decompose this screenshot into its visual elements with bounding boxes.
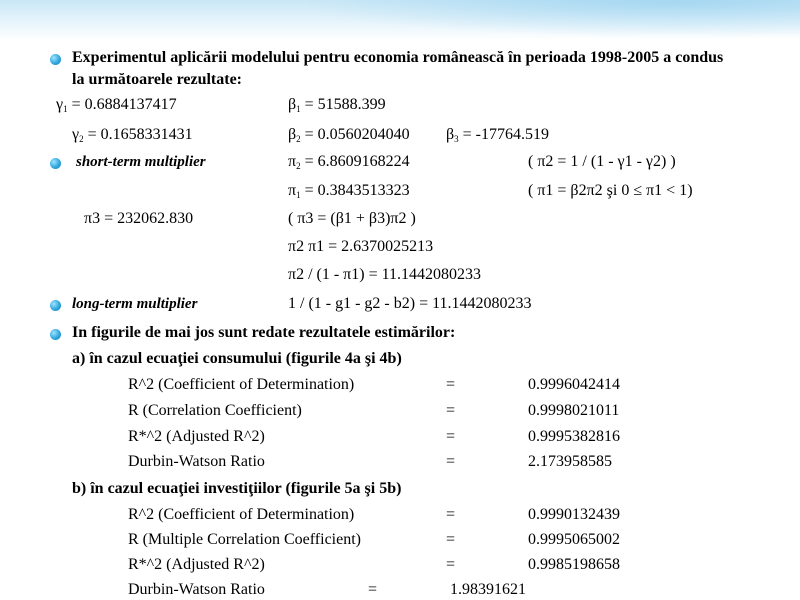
stat-eq: = — [446, 453, 456, 470]
stat-label: Durbin-Watson Ratio — [128, 453, 265, 470]
stat-label: Durbin-Watson Ratio — [128, 581, 265, 598]
stat-label: R^2 (Coefficient of Determination) — [128, 506, 355, 523]
stat-label: R*^2 (Adjusted R^2) — [128, 556, 265, 573]
stat-eq: = — [446, 506, 456, 523]
stat-eq: = — [446, 402, 456, 419]
stat-value: 0.9995065002 — [528, 531, 620, 548]
bullet-icon — [50, 300, 61, 311]
pi-ratio: π2 / (1 - π1) = 11.1442080233 — [288, 266, 482, 283]
pi1-formula: ( π1 = β2π2 şi 0 ≤ π1 < 1) — [528, 182, 693, 199]
long-term-formula: 1 / (1 - g1 - g2 - b2) = 11.1442080233 — [288, 295, 532, 312]
stat-value: 0.9995382816 — [528, 428, 620, 445]
intro-line-2: la următoarele rezultate: — [72, 71, 243, 88]
section-a-title: a) în cazul ecuaţiei consumului (figurile 4a şi 4b) — [72, 350, 402, 367]
param-gamma2: $\gamma_2 = 0.1658331431$ — [72, 126, 193, 144]
param-beta3: $\beta_3 = -17764.519$ — [446, 126, 549, 144]
intro-line-1: Experimentul aplicării modelului pentru economia românească în perioada 1998-2005 a condus — [72, 49, 724, 66]
stat-value: 2.173958585 — [528, 453, 612, 470]
header-decoration — [300, 0, 800, 38]
pi2-formula: ( π2 = 1 / (1 - γ1 - γ2) ) — [528, 153, 676, 170]
stat-label: R*^2 (Adjusted R^2) — [128, 428, 265, 445]
param-beta1: $\beta_1 = 51588.399$ — [288, 96, 386, 114]
pi-product: π2 π1 = 2.6370025213 — [288, 238, 434, 255]
stat-label: R^2 (Coefficient of Determination) — [128, 376, 355, 393]
stat-value: 1.98391621 — [450, 581, 526, 598]
section-b-title: b) în cazul ecuaţiei investiţiilor (figurile 5a şi 5b) — [72, 480, 402, 497]
stat-eq: = — [446, 376, 456, 393]
stat-value: 0.9985198658 — [528, 556, 620, 573]
stat-label: R (Correlation Coefficient) — [128, 402, 302, 419]
stat-eq: = — [446, 531, 456, 548]
stat-value: 0.9998021011 — [528, 402, 620, 419]
long-term-label: long-term multiplier — [72, 296, 198, 312]
bullet-icon — [50, 54, 61, 65]
pi1-value: $\pi_1 = 0.3843513323$ — [288, 182, 410, 200]
stat-eq: = — [446, 556, 456, 573]
pi3-value: π3 = 232062.830 — [84, 210, 194, 227]
stat-eq: = — [368, 581, 378, 598]
figures-intro: In figurile de mai jos sunt redate rezultatele estimărilor: — [72, 324, 456, 341]
param-beta2: $\beta_2 = 0.0560204040$ — [288, 126, 410, 144]
stat-value: 0.9990132439 — [528, 506, 620, 523]
stat-label: R (Multiple Correlation Coefficient) — [128, 531, 361, 548]
short-term-label: short-term multiplier — [76, 154, 206, 170]
bullet-icon — [50, 329, 61, 340]
stat-eq: = — [446, 428, 456, 445]
pi3-formula: ( π3 = (β1 + β3)π2 ) — [288, 210, 416, 227]
stat-value: 0.9996042414 — [528, 376, 620, 393]
bullet-icon — [50, 158, 61, 169]
param-gamma1: $\gamma_1 = 0.6884137417$ — [56, 96, 177, 114]
pi2-value: $\pi_2 = 6.8609168224$ — [288, 153, 410, 171]
